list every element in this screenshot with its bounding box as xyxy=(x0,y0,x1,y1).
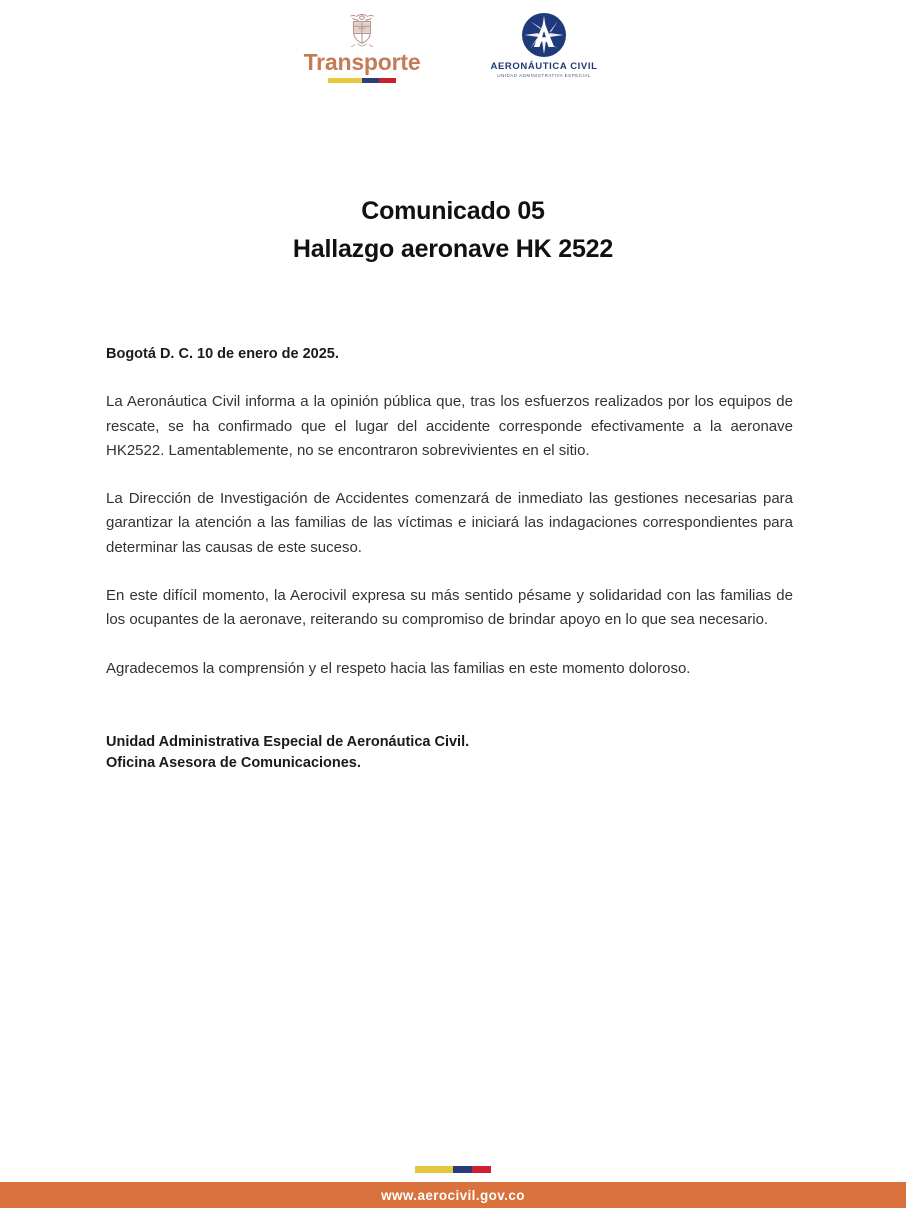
paragraph-4: Agradecemos la comprensión y el respeto hacia las familias en este momento doloroso. xyxy=(106,659,691,677)
signature-entity: Unidad Administrativa Especial de Aeronáutica Civil. xyxy=(106,733,470,750)
aerocivil-a-circle-icon xyxy=(521,12,567,58)
paragraph-3: En este difícil momento, la Aerocivil expresa su más sentido pésame y solidaridad con las familias de los ocupantes de la aeronave, reiterando su compromiso de brindar apoyo en lo que sea necesario. xyxy=(106,587,793,629)
paragraph-1: La Aeronáutica Civil informa a la opinión pública que, tras los esfuerzos realizados por los equipos de rescate, se ha confirmado que el lugar del accidente corresponde efectivamente a la aeronave HK2522. Lamentablemente, no se encontraron sobrevivientes en el sitio. xyxy=(106,393,793,459)
aerocivil-subtitle: UNIDAD ADMINISTRATIVA ESPECIAL xyxy=(497,73,591,78)
footer-flag-wrap xyxy=(0,1166,906,1173)
footer-bar xyxy=(0,1182,906,1208)
signature-block xyxy=(106,732,793,774)
paragraph-2: La Dirección de Investigación de Accidentes comenzará de inmediato las gestiones necesarias para garantizar la atención a las familias de las víctimas e iniciará las indagaciones correspondientes para determinar las causas de este suceso. xyxy=(106,490,793,556)
signature-office: Oficina Asesora de Comunicaciones. xyxy=(106,754,361,771)
aerocivil-name: AERONÁUTICA CIVIL xyxy=(490,61,598,72)
document-header xyxy=(0,8,906,104)
dateline: Bogotá D. C. 10 de enero de 2025. xyxy=(106,346,339,362)
page-title xyxy=(0,196,906,264)
title-comunicado: Comunicado 05 xyxy=(361,197,545,225)
transporte-wordmark: Transporte xyxy=(303,49,421,75)
colombia-flag-bar-header xyxy=(328,78,396,83)
colombia-flag-bar-footer xyxy=(415,1166,491,1173)
colombia-coat-of-arms-icon xyxy=(341,10,383,50)
aerocivil-logo xyxy=(469,8,619,78)
title-subject: Hallazgo aeronave HK 2522 xyxy=(292,234,614,263)
footer-website-url[interactable]: www.aerocivil.gov.co xyxy=(381,1187,525,1203)
document-body xyxy=(106,344,793,774)
ministry-of-transport-logo xyxy=(287,8,437,83)
